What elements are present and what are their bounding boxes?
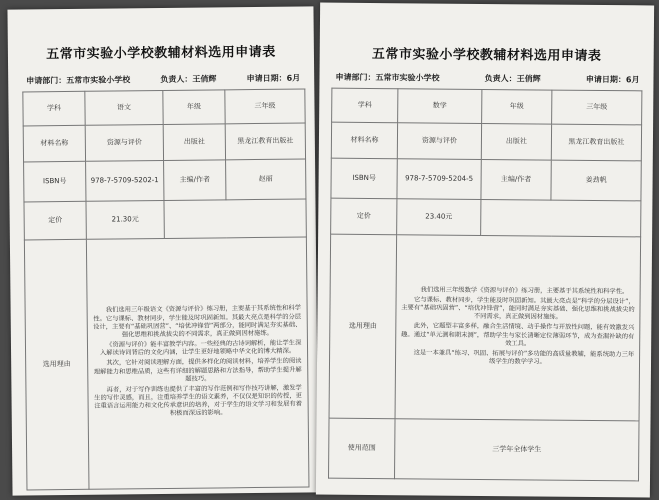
owner: 负责人：王俏辉	[160, 74, 217, 85]
editor-label: 主编/作者	[481, 159, 551, 200]
price-value: 21.30元	[86, 200, 164, 239]
subject-label: 学科	[23, 91, 85, 126]
reason-paragraph: 《资源与评价》能丰富教学内容。一些经典的古诗词解析，能让学生深入解读诗词背后的文化内涵，让学生更好地领略中华文化的博大精深。	[99, 339, 302, 357]
price-blank	[164, 199, 306, 238]
material-value: 资源与评价	[397, 123, 481, 160]
grade-label: 年级	[163, 90, 225, 125]
reason-paragraph: 再者，对于写作训练也提供了丰富的写作范例和写作技巧讲解，激发学生的写作灵感，而且，注重培养学生的语文素养，不仅仅是知识的传授，更注重语言运用能力和文化传承意识的培养，对于学生的语文学习和发展有着积极而深远的影响。	[94, 384, 303, 418]
reason-text	[395, 235, 641, 421]
reason-paragraph: 其次，它针对阅读理解方面，提供多样化的阅读材料，培养学生的阅读理解能力和思维品质，这些有详细的解题思路和方法指导，帮助学生提升解题技巧。	[93, 357, 302, 383]
reason-paragraph: 它与课标、教材同步，学生能及时巩固新知。其最大亮点是“科学的分层设计”，主要有“基础巩固营”、“培优冲锋营”，能同时满足夯实基础、强化思维和挑战拔尖的不同需求，真正做到因材施练。	[401, 296, 635, 321]
editor-value: 姜劲帆	[551, 160, 641, 201]
reason-label: 选用理由	[24, 239, 89, 490]
apply-date: 申请日期：6月	[246, 73, 301, 84]
grade-value: 三年级	[225, 89, 305, 124]
scope-value: 三学年全体学生	[395, 419, 640, 481]
reason-label: 选用理由	[329, 234, 397, 419]
editor-value: 赵丽	[226, 159, 306, 200]
reason-paragraph: 我们选用三年级数学《资源与评价》练习册，主要基于其系统性和科学性。	[420, 286, 629, 295]
material-value: 资源与评价	[85, 124, 163, 161]
grade-value: 三年级	[552, 90, 642, 125]
scope-label: 使用范围	[329, 418, 396, 479]
material-label: 材料名称	[331, 122, 397, 159]
reason-paragraph: 此外，它题型丰富多样，融合生活情境、动手操作与开放性问题，能有效激发兴趣。通过“单元测和期末测”，帮助学生与家长清晰定位薄弱环节，成为查漏补缺的有效工具。	[401, 322, 635, 348]
subject-value: 语文	[85, 90, 163, 125]
form-table	[22, 89, 309, 491]
apply-date: 申请日期：6月	[585, 74, 640, 85]
publisher-label: 出版社	[163, 124, 225, 161]
form-table	[328, 88, 642, 482]
subject-value: 数学	[398, 89, 482, 124]
applicant-dept: 申请部门：五常市实验小学校	[335, 72, 440, 83]
price-label: 定价	[331, 198, 397, 235]
editor-label: 主编/作者	[164, 160, 226, 201]
reason-text	[86, 237, 309, 489]
publisher-label: 出版社	[481, 123, 551, 160]
owner: 负责人：王俏辉	[484, 73, 541, 84]
publisher-value: 黑龙江教育出版社	[551, 124, 641, 161]
price-value: 23.40元	[397, 199, 481, 236]
form-title: 五常市实验小学校教辅材料选用申请表	[371, 47, 602, 65]
applicant-dept: 申请部门：五常市实验小学校	[26, 75, 131, 86]
publisher-value: 黑龙江教育出版社	[225, 123, 305, 160]
isbn-value: 978-7-5709-5204-5	[397, 159, 481, 200]
isbn-label: ISBN号	[331, 158, 397, 199]
subject-label: 学科	[332, 88, 398, 123]
form-title: 五常市实验小学校教辅材料选用申请表	[46, 44, 276, 63]
form-meta	[335, 72, 639, 86]
application-form-chinese	[7, 6, 318, 495]
price-label: 定价	[24, 201, 86, 240]
material-label: 材料名称	[23, 125, 85, 162]
application-form-math	[316, 3, 654, 498]
isbn-label: ISBN号	[24, 161, 86, 202]
grade-label: 年级	[482, 89, 552, 124]
reason-paragraph: 这是一本兼具“练习、巩固、拓展与评价”多功能的高质量教辅，能系统助力三年级学生的数学学习。	[413, 349, 635, 366]
reason-paragraph: 我们选用三年级语文《资源与评价》练习册，主要基于其系统性和科学性。它与课标、教材同步，学生能及时巩固新知。其最大亮点是科学的分层设计，主要有“基础巩固营”、“培优冲锋营”两部分，能同时满足夯实基础、强化思维和挑战拔尖的不同需求，真正做到因材施练。	[93, 304, 302, 339]
isbn-value: 978-7-5709-5202-1	[86, 160, 164, 201]
form-meta	[26, 73, 300, 87]
price-blank	[481, 199, 641, 236]
